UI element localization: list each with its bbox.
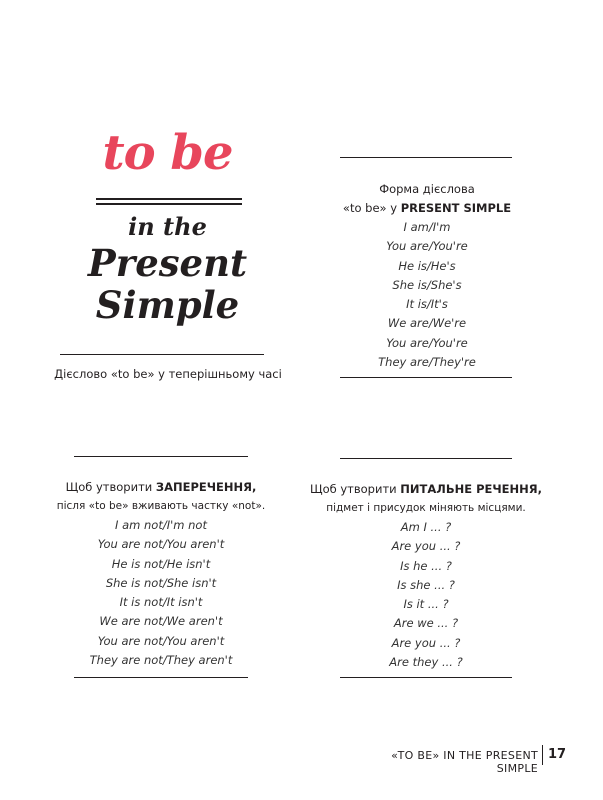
question-item: Is he ... ? [400,558,452,573]
forms-rule-bottom [340,377,512,378]
forms-heading-line2: «to be» у PRESENT SIMPLE [342,201,512,215]
negative-item: I am not/I'm not [115,518,207,532]
title-in-the: in the [128,212,207,241]
title-rule-bottom [96,203,242,205]
page-number: 17 [548,747,567,762]
question-item: Are they ... ? [389,655,463,670]
title-simple: Simple [95,283,240,327]
question-item: Are you ... ? [391,539,461,554]
title-to-be: to be [102,125,233,181]
forms-item: They are/They're [378,355,476,370]
negative-heading-line2: після «to be» вживають частку «not». [56,500,266,512]
forms-box [330,180,524,372]
question-box [306,480,546,672]
forms-heading-line1: Форма дієслова [379,182,475,196]
forms-item: He is/He's [398,258,456,273]
negative-list [44,516,278,670]
forms-list [330,218,524,372]
negative-item: They are not/They aren't [89,653,233,668]
forms-item: I am/I'm [403,220,451,234]
question-heading-line2: підмет і присудок міняють місцями. [326,502,526,514]
forms-item: We are/We're [387,316,467,331]
title-rule-top [96,198,242,200]
question-heading-line1: Щоб утворити ПИТАЛЬНЕ РЕЧЕННЯ, [310,482,542,496]
question-item: Is it ... ? [403,597,449,612]
negative-item: She is not/She isn't [105,575,217,590]
question-item: Am I ... ? [400,520,452,534]
negative-item: You are not/You aren't [97,633,225,648]
negative-item: It is not/It isn't [119,595,203,610]
negative-rule-bottom [74,677,248,678]
negative-item: He is not/He isn't [111,556,211,571]
negative-item: We are not/We aren't [99,614,223,629]
question-rule-top [340,458,512,459]
question-rule-bottom [340,677,512,678]
negative-item: You are not/You aren't [97,537,225,552]
forms-item: It is/It's [406,297,448,312]
question-list [306,518,546,672]
question-item: Are we ... ? [393,616,459,631]
negative-heading-line1: Щоб утворити ЗАПЕРЕЧЕННЯ, [65,480,257,494]
negative-box [44,478,278,670]
caption-rule [60,354,264,355]
title-present: Present [87,241,248,285]
question-item: Is she ... ? [397,577,455,592]
forms-item: You are/You're [386,335,468,350]
forms-rule-top [340,157,512,158]
negative-rule-top [74,456,248,457]
forms-item: She is/She's [392,277,462,292]
footer-divider [542,745,543,765]
running-title: «TO BE» IN THE PRESENT SIMPLE [391,749,538,775]
title-caption: Дієслово «to be» у теперішньому часі [54,367,282,381]
question-item: Are you ... ? [391,635,461,650]
forms-item: You are/You're [386,239,468,254]
